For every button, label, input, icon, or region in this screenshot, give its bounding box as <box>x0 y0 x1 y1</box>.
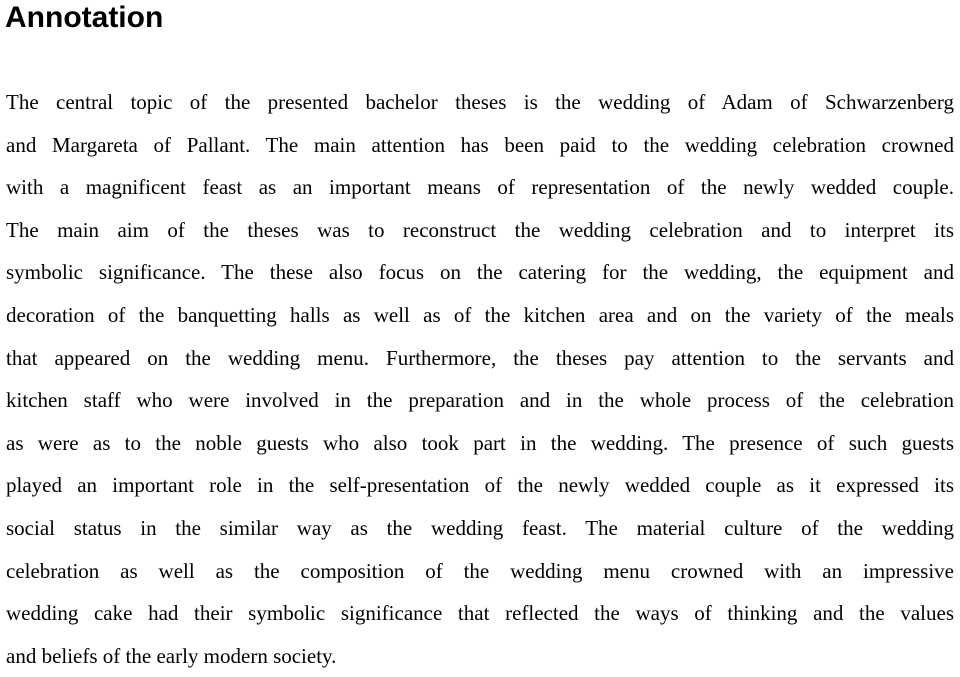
paragraph-line: decoration of the banquetting halls as well as of the kitchen area and on the variety of the meals <box>6 302 954 327</box>
paragraph-line: symbolic significance. The these also focus on the catering for the wedding, the equipment and <box>6 260 954 285</box>
paragraph-line: and Margareta of Pallant. The main attention has been paid to the wedding celebration crowned <box>6 132 954 157</box>
paragraph-line: wedding cake had their symbolic significance that reflected the ways of thinking and the values <box>6 601 954 626</box>
paragraph-line: as were as to the noble guests who also took part in the wedding. The presence of such guests <box>6 430 954 455</box>
paragraph-line: and beliefs of the early modern society. <box>6 643 337 668</box>
paragraph-line: with a magnificent feast as an important means of representation of the newly wedded couple. <box>6 175 954 200</box>
paragraph-line: social status in the similar way as the wedding feast. The material culture of the wedding <box>6 515 954 540</box>
paragraph-line: that appeared on the wedding menu. Furthermore, the theses pay attention to the servants and <box>6 345 954 370</box>
annotation-paragraph <box>6 81 954 677</box>
paragraph-line: The central topic of the presented bachelor theses is the wedding of Adam of Schwarzenberg <box>6 90 954 114</box>
paragraph-line: The main aim of the theses was to reconstruct the wedding celebration and to interpret its <box>6 217 954 242</box>
page-title: Annotation <box>5 1 164 34</box>
paragraph-line: kitchen staff who were involved in the preparation and in the whole process of the celebration <box>6 388 954 413</box>
paragraph-line: celebration as well as the composition of the wedding menu crowned with an impressive <box>6 558 954 583</box>
paragraph-line: played an important role in the self-presentation of the newly wedded couple as it expressed its <box>6 473 954 498</box>
